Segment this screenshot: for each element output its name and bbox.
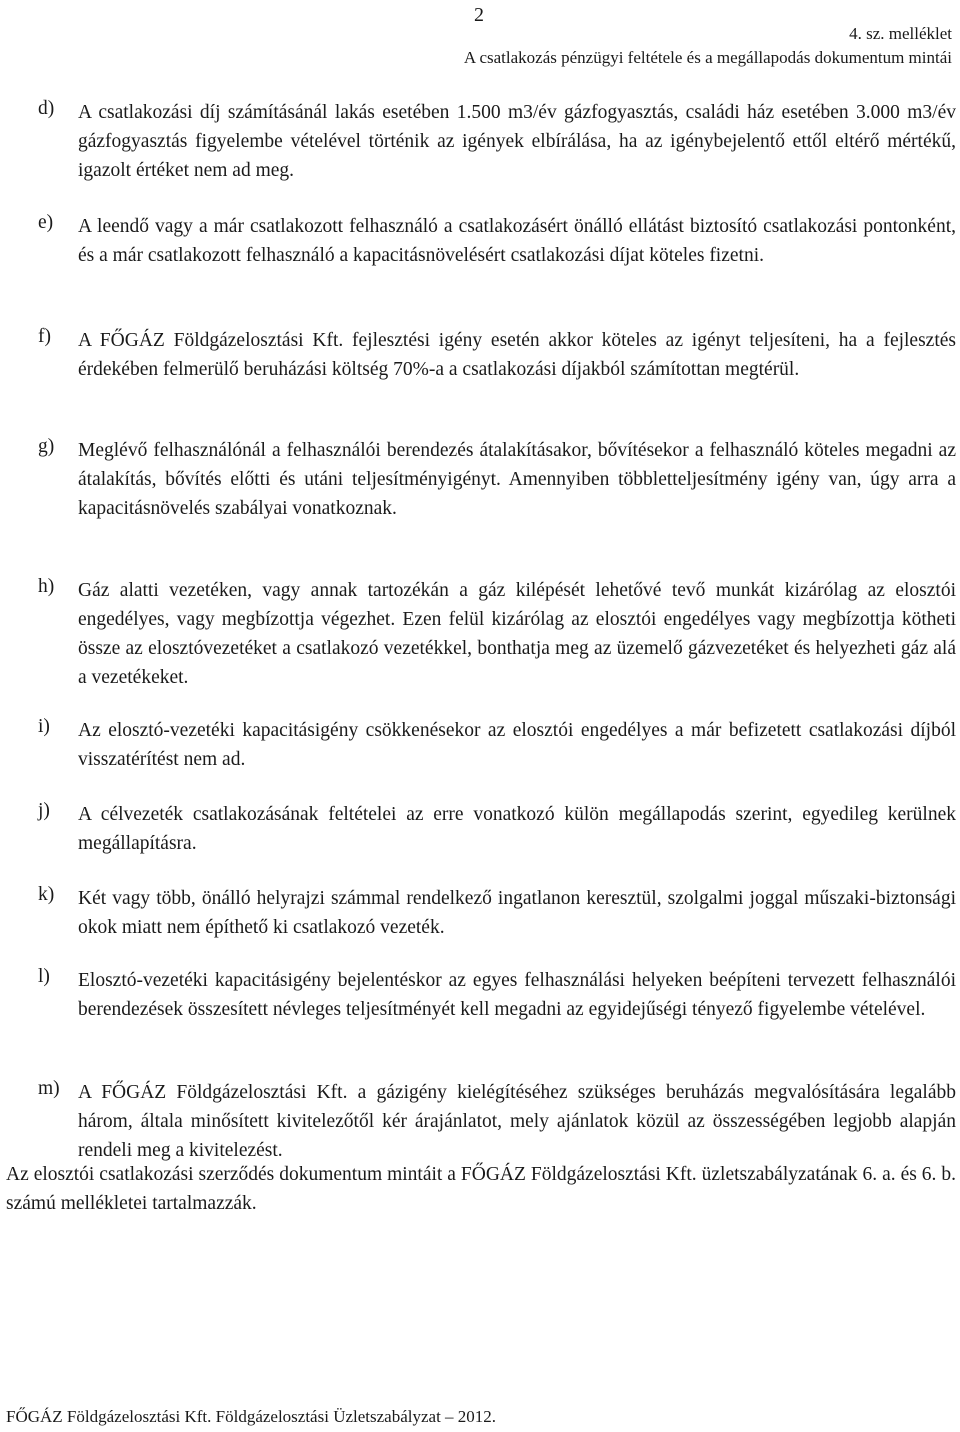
page-footer: FŐGÁZ Földgázelosztási Kft. Földgázelosztási Üzletszabályzat – 2012. (6, 1407, 497, 1426)
item-marker: d) (38, 98, 55, 119)
document-header (464, 22, 952, 70)
item-marker: m) (38, 1078, 60, 1099)
list-item-l (38, 966, 956, 1024)
list-item-e (38, 212, 956, 270)
item-marker: k) (38, 884, 55, 905)
list-item-g (38, 436, 956, 523)
annex-label: 4. sz. melléklet (849, 24, 952, 43)
item-marker: j) (38, 800, 50, 821)
list-item-m (38, 1078, 956, 1165)
item-text: A csatlakozási díj számításánál lakás esetében 1.500 m3/év gázfogyasztás, családi ház esetében 3.000 m3/év gázfogyasztás figyelembe vételével történik az igények elbírálása, ha az igénybejelentő ettől eltérő mértékű, igazolt értéket nem ad meg. (78, 102, 956, 181)
item-marker: i) (38, 716, 50, 737)
list-item-f (38, 326, 956, 384)
item-text: A leendő vagy a már csatlakozott felhasználó a csatlakozásért önálló ellátást biztosító csatlakozási pontonként, és a már csatlakozott felhasználó a kapacitásnövelésért csatlakozási díjat köteles fizetni. (78, 216, 956, 266)
item-text: A célvezeték csatlakozásának feltételei az erre vonatkozó külön megállapodás szerint, egyedileg kerülnek megállapításra. (78, 804, 956, 854)
item-marker: e) (38, 212, 54, 233)
list-item-i (38, 716, 956, 774)
page-number: 2 (474, 4, 484, 26)
item-text: Elosztó-vezetéki kapacitásigény bejelentéskor az egyes felhasználási helyeken beépíteni tervezett felhasználói berendezések összesített névleges teljesítményét kell megadni az egyidejűségi tényező figyelembe vételével. (78, 970, 956, 1020)
list-item-j (38, 800, 956, 858)
item-text: A FŐGÁZ Földgázelosztási Kft. a gázigény kielégítéséhez szükséges beruházás megvalósítására legalább három, általa minősített kivitelezőtől kér árajánlatot, mely ajánlatok közül az összességében legjobb alapján rendeli meg a kivitelezést. (78, 1082, 956, 1161)
closing-paragraph: Az elosztói csatlakozási szerződés dokumentum mintáit a FŐGÁZ Földgázelosztási Kft. üzletszabályzatának 6. a. és 6. b. számú mellékletei tartalmazzák. (6, 1164, 956, 1214)
item-marker: l) (38, 966, 50, 987)
item-text: Meglévő felhasználónál a felhasználói berendezés átalakításakor, bővítésekor a felhasználó köteles megadni az átalakítás, bővítés előtti és utáni teljesítményigényt. Amennyiben többletteljesítmény igény van, úgy arra a kapacitásnövelés szabályai vonatkoznak. (78, 440, 956, 519)
list-item-k (38, 884, 956, 942)
item-marker: g) (38, 436, 55, 457)
list-item-d (38, 98, 956, 185)
item-text: A FŐGÁZ Földgázelosztási Kft. fejlesztési igény esetén akkor köteles az igényt teljesíteni, ha a fejlesztés érdekében felmerülő beruházási költség 70%-a a csatlakozási díjakból számítottan megtérül. (78, 330, 956, 380)
item-marker: h) (38, 576, 55, 597)
item-marker: f) (38, 326, 51, 347)
list-item-h (38, 576, 956, 692)
item-text: Két vagy több, önálló helyrajzi számmal rendelkező ingatlanon keresztül, szolgalmi joggal műszaki-biztonsági okok miatt nem építhető ki csatlakozó vezeték. (78, 888, 956, 938)
annex-subtitle: A csatlakozás pénzügyi feltétele és a megállapodás dokumentum mintái (463, 48, 952, 67)
item-text: Az elosztó-vezetéki kapacitásigény csökkenésekor az elosztói engedélyes a már befizetett csatlakozási díjból visszatérítést nem ad. (78, 720, 956, 770)
item-text: Gáz alatti vezetéken, vagy annak tartozékán a gáz kilépését lehetővé tevő munkát kizárólag az elosztói engedélyes, vagy megbízottja végezhet. Ezen felül kizárólag az elosztói engedélyes vagy megbízottja kötheti össze az elosztóvezetéket a csatlakozó vezetékkel, bonthatja meg az üzemelő gázvezetéket és helyezheti gáz alá a vezetékeket. (78, 580, 956, 688)
